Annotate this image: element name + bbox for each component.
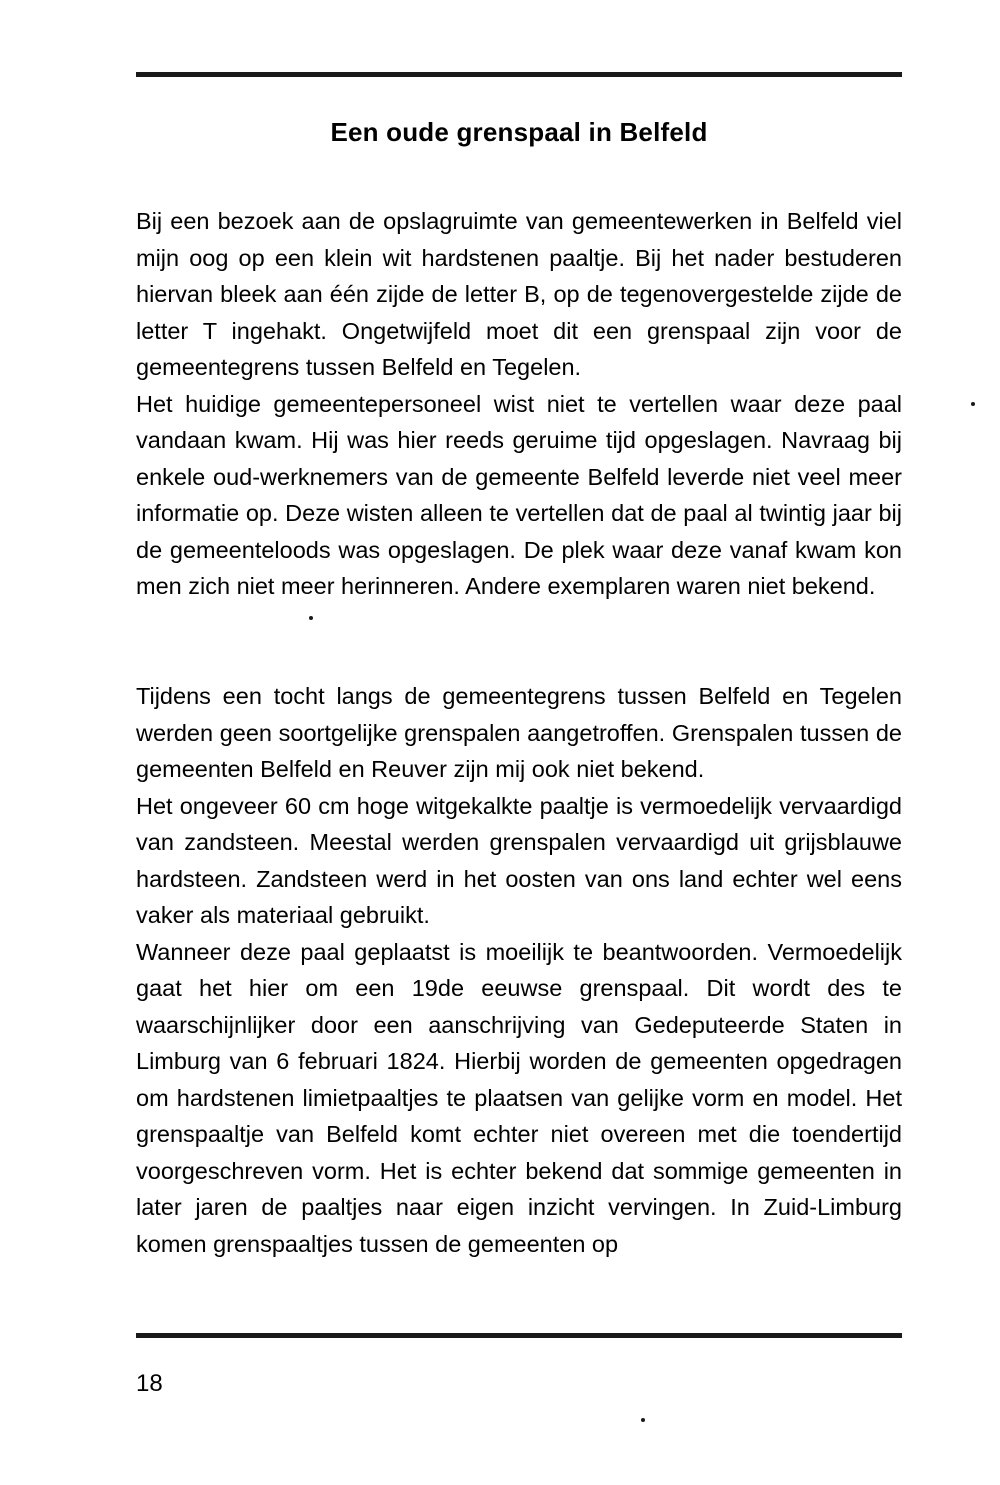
- paragraph-2: Tijdens een tocht langs de gemeentegrens tussen Belfeld en Tegelen werden geen soortgelijke grenspalen aangetroffen. Grenspalen tussen de gemeenten Belfeld en Reuver zijn mij ook niet bekend. Het ongeveer 60 cm hoge witgekalkte paaltje is vermoedelijk vervaardigd van zandsteen. Meestal werden grenspalen vervaardigd uit grijsblauwe hardsteen. Zandsteen werd in het oosten van ons land echter wel eens vaker als materiaal gebruikt. Wanneer deze paal geplaatst is moeilijk te beantwoorden. Vermoedelijk gaat het hier om een 19de eeuwse grenspaal. Dit wordt des te waarschijnlijker door een aanschrijving van Gedeputeerde Staten in Limburg van 6 februari 1824. Hierbij worden de gemeenten opgedragen om hardstenen limietpaaltjes te plaatsen van gelijke vorm en model. Het grenspaaltje van Belfeld komt echter niet overeen met die toendertijd voorgeschreven vorm. Het is echter bekend dat sommige gemeenten in later jaren de paaltjes naar eigen inzicht vervingen. In Zuid-Limburg komen grenspaaltjes tussen de gemeenten op: [136, 683, 902, 1257]
- stray-ink-mark: [309, 616, 313, 620]
- body-paragraph-block-1: [136, 203, 902, 641]
- page-number: 18: [136, 1370, 163, 1397]
- header-rule: [136, 72, 902, 77]
- paragraph-1: Bij een bezoek aan de opslagruimte van gemeentewerken in Belfeld viel mijn oog op een klein wit hardstenen paaltje. Bij het nader bestuderen hiervan bleek aan één zijde de letter B, op de tegenovergestelde zijde de letter T ingehakt. Ongetwijfeld moet dit een grenspaal zijn voor de gemeentegrens tussen Belfeld en Tegelen. Het huidige gemeentepersoneel wist niet te vertellen waar deze paal vandaan kwam. Hij was hier reeds geruime tijd opgeslagen. Navraag bij enkele oud-werknemers van de gemeente Belfeld leverde niet veel meer informatie op. Deze wisten alleen te vertellen dat de paal al twintig jaar bij de gemeenteloods was opgeslagen. De plek waar deze vanaf kwam kon men zich niet meer herinneren. Andere exemplaren waren niet bekend.: [136, 208, 902, 599]
- body-paragraph-block-2: [136, 678, 902, 1299]
- stray-ink-mark: [641, 1418, 645, 1422]
- page-title: Een oude grenspaal in Belfeld: [330, 117, 708, 148]
- stray-ink-mark: [971, 402, 975, 406]
- footer-rule: [136, 1333, 902, 1338]
